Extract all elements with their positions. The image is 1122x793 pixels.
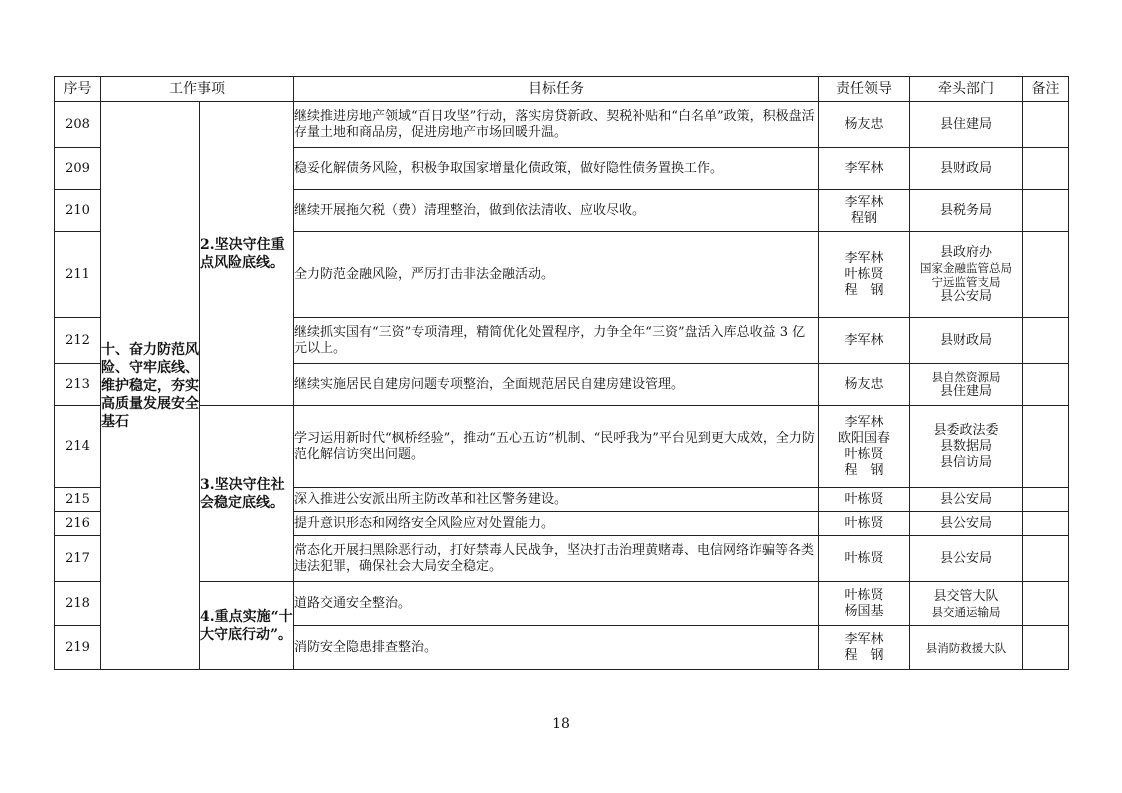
department-cell xyxy=(910,364,1023,406)
leader-name: 叶栋贤 xyxy=(844,515,884,531)
task-cell: 继续实施居民自建房问题专项整治，全面规范居民自建房建设管理。 xyxy=(294,364,819,406)
department-cell xyxy=(910,626,1023,670)
note-cell xyxy=(1023,582,1069,626)
row-number: 218 xyxy=(55,582,101,626)
department-name: 县住建局 xyxy=(939,116,992,132)
department-name: 县住建局 xyxy=(939,383,992,399)
note-cell xyxy=(1023,318,1069,364)
header-item: 工作事项 xyxy=(101,77,294,102)
row-number: 210 xyxy=(55,190,101,232)
note-cell xyxy=(1023,512,1069,536)
note-cell xyxy=(1023,488,1069,512)
note-cell xyxy=(1023,406,1069,488)
department-cell xyxy=(910,406,1023,488)
department-name: 县政府办 xyxy=(939,244,992,260)
leader-name: 杨友忠 xyxy=(844,116,884,132)
subcategory-cell: 4.重点实施“十大守底行动”。 xyxy=(200,582,294,670)
task-cell: 提升意识形态和网络安全风险应对处置能力。 xyxy=(294,512,819,536)
leader-name: 叶栋贤 xyxy=(844,446,884,462)
note-cell xyxy=(1023,536,1069,582)
department-name: 国家金融监管总局 xyxy=(920,260,1012,275)
task-cell: 消防安全隐患排查整治。 xyxy=(294,626,819,670)
note-cell xyxy=(1023,148,1069,190)
leader-cell xyxy=(819,406,910,488)
note-cell xyxy=(1023,364,1069,406)
department-cell xyxy=(910,512,1023,536)
task-cell: 深入推进公安派出所主防改革和社区警务建设。 xyxy=(294,488,819,512)
task-cell: 道路交通安全整治。 xyxy=(294,582,819,626)
leader-name: 杨国基 xyxy=(844,603,884,619)
department-name: 县财政局 xyxy=(939,160,992,176)
leader-name: 李军林 xyxy=(844,414,884,430)
department-name: 县公安局 xyxy=(939,491,992,507)
leader-cell xyxy=(819,364,910,406)
row-number: 217 xyxy=(55,536,101,582)
department-name: 县自然资源局 xyxy=(931,369,1001,384)
row-number: 208 xyxy=(55,102,101,148)
row-number: 212 xyxy=(55,318,101,364)
subcategory-cell: 2.坚决守住重点风险底线。 xyxy=(200,102,294,406)
leader-name: 程 钢 xyxy=(844,647,884,663)
header-row xyxy=(55,77,1069,102)
table-row xyxy=(55,102,1069,148)
department-cell xyxy=(910,488,1023,512)
department-name: 县数据局 xyxy=(939,438,992,454)
leader-name: 叶栋贤 xyxy=(844,266,884,282)
leader-name: 李军林 xyxy=(844,631,884,647)
department-cell xyxy=(910,102,1023,148)
department-cell xyxy=(910,536,1023,582)
row-number: 215 xyxy=(55,488,101,512)
header-task: 目标任务 xyxy=(294,77,819,102)
department-cell xyxy=(910,318,1023,364)
leader-cell xyxy=(819,102,910,148)
note-cell xyxy=(1023,102,1069,148)
task-cell: 常态化开展扫黑除恶行动，打好禁毒人民战争，坚决打击治理黄赌毒、电信网络诈骗等各类违法犯罪，确保社会大局安全稳定。 xyxy=(294,536,819,582)
department-cell xyxy=(910,148,1023,190)
leader-name: 程 钢 xyxy=(844,462,884,478)
leader-cell xyxy=(819,318,910,364)
department-name: 县税务局 xyxy=(939,202,992,218)
department-cell xyxy=(910,190,1023,232)
leader-name: 程 钢 xyxy=(844,282,884,298)
leader-cell xyxy=(819,232,910,318)
department-name: 县交通运输局 xyxy=(931,604,1001,619)
row-number: 213 xyxy=(55,364,101,406)
note-cell xyxy=(1023,626,1069,670)
page-number: 18 xyxy=(552,716,570,732)
note-cell xyxy=(1023,190,1069,232)
leader-name: 叶栋贤 xyxy=(844,491,884,507)
leader-cell xyxy=(819,148,910,190)
task-cell: 继续推进房地产领域“百日攻坚”行动，落实房贷新政、契税补贴和“白名单”政策，积极盘活存量土地和商品房，促进房地产市场回暖升温。 xyxy=(294,102,819,148)
department-cell xyxy=(910,232,1023,318)
leader-name: 程钢 xyxy=(850,210,877,226)
task-cell: 继续开展拖欠税（费）清理整治，做到依法清收、应收尽收。 xyxy=(294,190,819,232)
task-cell: 学习运用新时代“枫桥经验”，推动“五心五访”机制、“民呼我为”平台见到更大成效，全力防范化解信访突出问题。 xyxy=(294,406,819,488)
category-cell: 十、奋力防范风险、守牢底线、维护稳定，夯实高质量发展安全基石 xyxy=(101,102,200,670)
leader-cell xyxy=(819,536,910,582)
row-number: 216 xyxy=(55,512,101,536)
leader-name: 叶栋贤 xyxy=(844,587,884,603)
leader-name: 李军林 xyxy=(844,332,884,348)
table-row xyxy=(55,582,1069,626)
leader-name: 欧阳国春 xyxy=(837,430,890,446)
department-name: 县公安局 xyxy=(939,515,992,531)
leader-name: 杨友忠 xyxy=(844,376,884,392)
leader-name: 李军林 xyxy=(844,250,884,266)
department-name: 县委政法委 xyxy=(933,422,999,438)
row-number: 211 xyxy=(55,232,101,318)
row-number: 219 xyxy=(55,626,101,670)
task-cell: 继续抓实国有“三资”专项清理，精简优化处置程序，力争全年“三资”盘活入库总收益 3 亿元以上。 xyxy=(294,318,819,364)
subcategory-cell: 3.坚决守住社会稳定底线。 xyxy=(200,406,294,582)
leader-cell xyxy=(819,190,910,232)
department-cell xyxy=(910,582,1023,626)
row-number: 214 xyxy=(55,406,101,488)
department-name: 县公安局 xyxy=(939,550,992,566)
leader-cell xyxy=(819,488,910,512)
leader-cell xyxy=(819,626,910,670)
leader-cell xyxy=(819,512,910,536)
task-table xyxy=(54,76,1069,670)
table-row xyxy=(55,406,1069,488)
header-no: 序号 xyxy=(55,77,101,102)
note-cell xyxy=(1023,232,1069,318)
task-cell: 稳妥化解债务风险，积极争取国家增量化债政策，做好隐性债务置换工作。 xyxy=(294,148,819,190)
leader-name: 李军林 xyxy=(844,160,884,176)
department-name: 县消防救援大队 xyxy=(925,640,1007,655)
department-name: 县财政局 xyxy=(939,332,992,348)
department-name: 县公安局 xyxy=(939,288,992,304)
header-note: 备注 xyxy=(1023,77,1069,102)
department-name: 县信访局 xyxy=(939,454,992,470)
header-dept: 牵头部门 xyxy=(910,77,1023,102)
department-name: 宁远监管支局 xyxy=(931,274,1001,289)
department-name: 县交管大队 xyxy=(933,588,999,604)
leader-cell xyxy=(819,582,910,626)
leader-name: 李军林 xyxy=(844,194,884,210)
task-cell: 全力防范金融风险，严厉打击非法金融活动。 xyxy=(294,232,819,318)
row-number: 209 xyxy=(55,148,101,190)
header-leader: 责任领导 xyxy=(819,77,910,102)
leader-name: 叶栋贤 xyxy=(844,550,884,566)
